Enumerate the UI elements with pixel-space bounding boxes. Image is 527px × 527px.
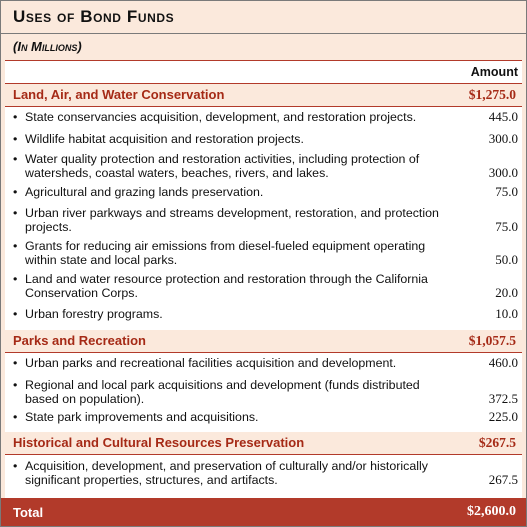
bullet: • — [13, 307, 18, 321]
item-text: State conservancies acquisition, development, and restoration projects. — [25, 110, 417, 124]
item-value: 225.0 — [488, 409, 518, 424]
bullet: • — [13, 356, 18, 370]
item-value: 20.0 — [495, 285, 518, 300]
amount-column-header: Amount — [470, 65, 518, 79]
list-item — [13, 152, 518, 180]
item-text: Grants for reducing air emissions from diesel-fueled equipment operating within state and local parks. — [25, 239, 426, 267]
item-text: Acquisition, development, and preservation of culturally and/or historically significant properties, structures, and artifacts. — [25, 459, 428, 487]
list-item — [13, 110, 518, 124]
list-item — [13, 132, 518, 146]
table-title: Uses of Bond Funds — [13, 7, 175, 26]
item-value: 75.0 — [495, 219, 518, 234]
item-text: Urban parks and recreational facilities acquisition and development. — [25, 356, 397, 370]
title-divider — [1, 33, 526, 34]
bullet: • — [13, 185, 18, 199]
list-item — [13, 185, 518, 199]
item-text: Agricultural and grazing lands preservation. — [25, 185, 264, 199]
section-header-historical-cultural — [5, 432, 522, 455]
item-text: Water quality protection and restoration activities, including protection of watersheds, coastal waters, beaches, rivers, and lakes. — [25, 152, 420, 180]
item-value: 50.0 — [495, 252, 518, 267]
section-total: $1,275.0 — [468, 87, 516, 102]
section-header-parks-recreation — [5, 330, 522, 353]
list-item — [13, 378, 518, 406]
bullet: • — [13, 132, 18, 146]
bullet: • — [13, 410, 18, 424]
list-item — [13, 239, 518, 267]
list-item — [13, 410, 518, 424]
section-name: Land, Air, and Water Conservation — [13, 87, 225, 102]
bullet: • — [13, 239, 18, 253]
total-label: Total — [13, 505, 44, 520]
item-text: Wildlife habitat acquisition and restoration projects. — [25, 132, 304, 146]
item-value: 300.0 — [488, 165, 518, 180]
total-value: $2,600.0 — [467, 504, 516, 519]
item-value: 10.0 — [495, 306, 518, 321]
item-text: Regional and local park acquisitions and development (funds distributed based on population). — [25, 378, 420, 406]
item-value: 75.0 — [495, 184, 518, 199]
bullet: • — [13, 272, 18, 286]
item-value: 445.0 — [488, 109, 518, 124]
item-text: State park improvements and acquisitions. — [25, 410, 259, 424]
list-item — [13, 272, 518, 300]
item-text: Urban river parkways and streams development, restoration, and protection projects. — [25, 206, 439, 234]
section-total: $267.5 — [478, 435, 516, 450]
table-body — [5, 61, 522, 498]
section-name: Parks and Recreation — [13, 333, 146, 348]
units-note: (In Millions) — [13, 39, 82, 54]
list-item — [13, 459, 518, 487]
list-item — [13, 206, 518, 234]
section-name: Historical and Cultural Resources Preservation — [13, 435, 305, 450]
item-value: 460.0 — [488, 355, 518, 370]
section-total: $1,057.5 — [468, 333, 516, 348]
item-value: 267.5 — [488, 472, 518, 487]
bullet: • — [13, 206, 18, 220]
item-value: 300.0 — [488, 131, 518, 146]
bullet: • — [13, 152, 18, 166]
list-item — [13, 356, 518, 370]
bullet: • — [13, 110, 18, 124]
section-header-land-air-water — [5, 84, 522, 107]
item-value: 372.5 — [488, 391, 518, 406]
list-item — [13, 307, 518, 321]
item-text: Land and water resource protection and restoration through the California Conservation Corps. — [25, 272, 428, 300]
bullet: • — [13, 378, 18, 392]
bullet: • — [13, 459, 18, 473]
item-text: Urban forestry programs. — [25, 307, 163, 321]
total-row — [1, 498, 526, 526]
